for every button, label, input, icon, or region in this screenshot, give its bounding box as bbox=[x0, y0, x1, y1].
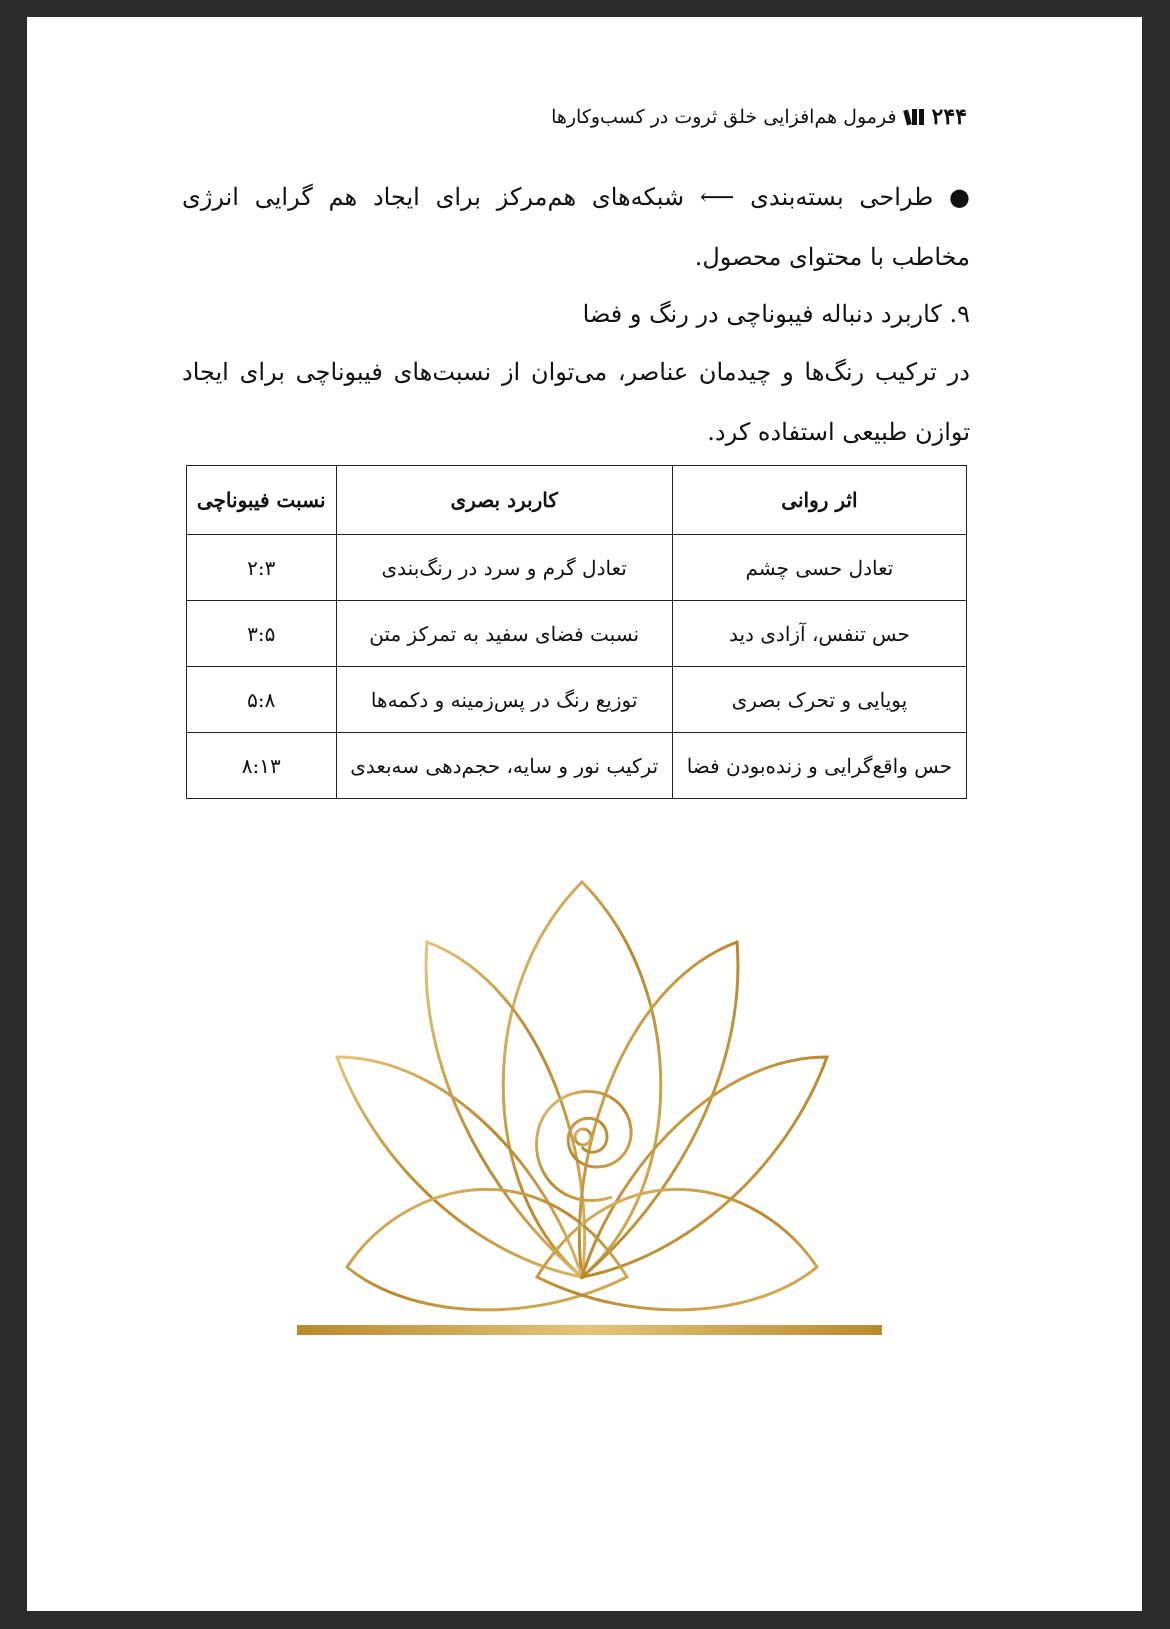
table-row bbox=[187, 601, 967, 667]
body-paragraph: در ترکیب رنگ‌ها و چیدمان عناصر، می‌توان از نسبت‌های فیبوناچی برای ایجاد توازن طبیعی استفاده کرد. bbox=[182, 358, 970, 446]
header-visual: کاربرد بصری bbox=[336, 466, 672, 535]
cell-ratio: ۳:۵ bbox=[187, 601, 337, 667]
cell-ratio: ۵:۸ bbox=[187, 667, 337, 733]
table-row bbox=[187, 535, 967, 601]
lotus-base-line bbox=[297, 1325, 882, 1335]
cell-visual: توزیع رنگ در پس‌زمینه و دکمه‌ها bbox=[336, 667, 672, 733]
cell-effect: تعادل حسی چشم bbox=[672, 535, 966, 601]
table-row bbox=[187, 667, 967, 733]
page-number: ۲۴۴ bbox=[931, 104, 967, 130]
fibonacci-table bbox=[186, 465, 967, 799]
cell-ratio: ۸:۱۳ bbox=[187, 733, 337, 799]
header-effect: اثر روانی bbox=[672, 466, 966, 535]
lotus-illustration bbox=[267, 867, 907, 1347]
document-page bbox=[27, 17, 1142, 1611]
cell-visual: تعادل گرم و سرد در رنگ‌بندی bbox=[336, 535, 672, 601]
section-heading: ۹. کاربرد دنباله فیبوناچی در رنگ و فضا bbox=[582, 300, 970, 328]
running-title: فرمول هم‌افزایی خلق ثروت در کسب‌وکارها bbox=[551, 106, 897, 128]
cell-visual: نسبت فضای سفید به تمرکز متن bbox=[336, 601, 672, 667]
cell-visual: ترکیب نور و سایه، حجم‌دهی سه‌بعدی bbox=[336, 733, 672, 799]
cell-effect: حس تنفس، آزادی دید bbox=[672, 601, 966, 667]
table-header-row bbox=[187, 466, 967, 535]
lotus-spiral-center bbox=[575, 1129, 591, 1145]
cell-ratio: ۲:۳ bbox=[187, 535, 337, 601]
lotus-center-petal bbox=[503, 882, 661, 1277]
books-icon bbox=[905, 109, 924, 125]
table-row bbox=[187, 733, 967, 799]
cell-effect: حس واقع‌گرایی و زنده‌بودن فضا bbox=[672, 733, 966, 799]
header-ratio: نسبت فیبوناچی bbox=[187, 466, 337, 535]
cell-effect: پویایی و تحرک بصری bbox=[672, 667, 966, 733]
bullet-paragraph: ● طراحی بسته‌بندی ⟵ شبکه‌های هم‌مرکز برای ایجاد هم گرایی انرژی مخاطب با محتوای محصول. bbox=[182, 183, 970, 271]
